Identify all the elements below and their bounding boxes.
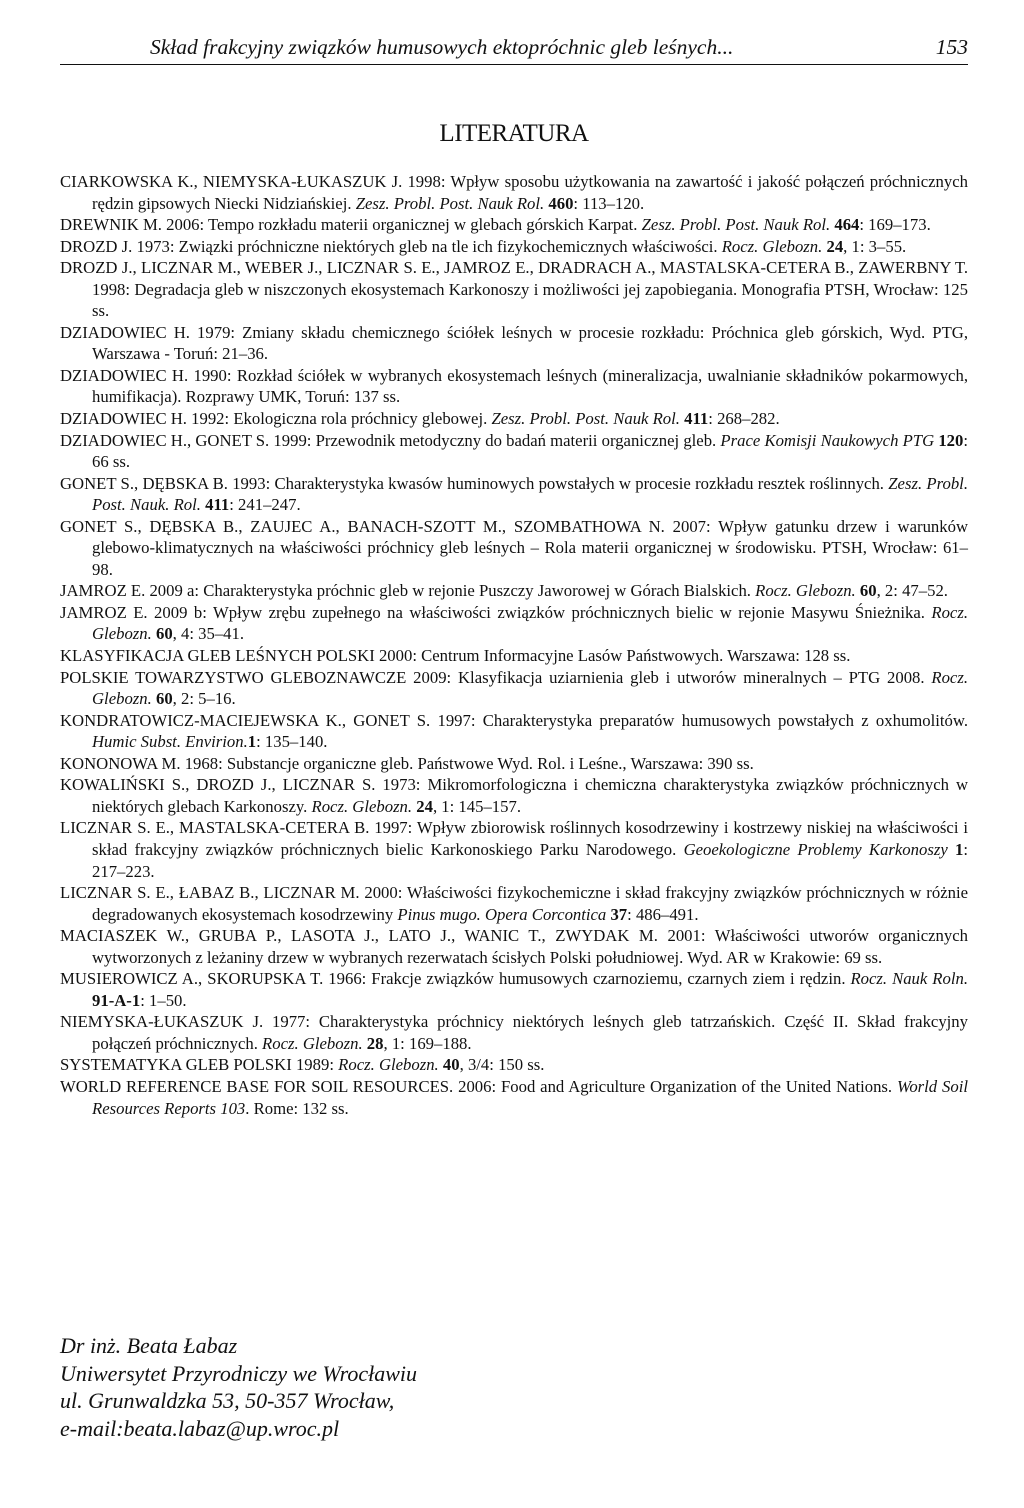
- reference-text: 1: [247, 732, 257, 752]
- reference-text: Rocz. Nauk Roln.: [850, 969, 968, 989]
- reference-text: 60: [155, 689, 173, 709]
- reference-entry: [60, 322, 968, 365]
- author-name: Dr inż. Beata Łabaz: [60, 1333, 238, 1358]
- reference-text: Prace Komisji Naukowych PTG: [720, 430, 935, 450]
- author-email: e-mail:beata.labaz@up.wroc.pl: [60, 1415, 340, 1441]
- reference-text: Rocz. Glebozn.: [92, 602, 968, 644]
- reference-text: 91-A-1: [92, 990, 141, 1010]
- reference-text: 120: [938, 430, 964, 450]
- reference-text: , 2: 5–16.: [172, 689, 236, 709]
- reference-text: Rocz. Glebozn.: [755, 581, 856, 601]
- reference-text: 24: [416, 796, 433, 816]
- reference-text: JAMROZ E. 2009 a: Charakterystyka próchnic gleb w rejonie Puszczy Jaworowej w Górach Bialskich.: [60, 581, 756, 601]
- reference-entry: [60, 473, 968, 516]
- reference-text: DZIADOWIEC H. 1992: Ekologiczna rola próchnicy glebowej.: [60, 409, 492, 429]
- reference-text: NIEMYSKA-ŁUKASZUK J. 1977: Charakterystyka próchnicy niektórych leśnych gleb tatrzańskich. Część II. Skład frakcyjny połączeń próchnicznych.: [60, 1012, 968, 1053]
- reference-text: , 4: 35–41.: [172, 624, 245, 644]
- reference-entry: [60, 580, 968, 602]
- reference-text: 411: [684, 409, 709, 429]
- reference-text: SYSTEMATYKA GLEB POLSKI 1989:: [60, 1055, 339, 1075]
- reference-entry: [60, 645, 968, 667]
- reference-text: 40: [442, 1055, 460, 1075]
- reference-text: Geoekologiczne Problemy Karkonoszy: [683, 839, 948, 859]
- reference-entry: [60, 925, 968, 968]
- reference-text: , 1: 145–157.: [432, 796, 522, 816]
- reference-text: 28: [366, 1033, 384, 1053]
- reference-text: 60: [155, 624, 173, 644]
- reference-text: DREWNIK M. 2006: Tempo rozkładu materii organicznej w glebach górskich Karpat.: [60, 215, 642, 235]
- reference-text: : 268–282.: [708, 409, 780, 429]
- reference-list: [60, 171, 968, 1119]
- author-signature-block: [60, 1332, 968, 1442]
- reference-text: Zesz. Probl. Post. Nauk Rol.: [641, 215, 831, 235]
- reference-text: 37: [610, 904, 628, 924]
- reference-text: , 1: 3–55.: [843, 236, 907, 256]
- reference-entry: [60, 710, 968, 753]
- reference-text: . Rome: 132 ss.: [245, 1098, 349, 1118]
- reference-text: : 66 ss.: [92, 430, 968, 472]
- reference-text: : 1–50.: [140, 990, 187, 1010]
- section-title: LITERATURA: [439, 120, 589, 147]
- reference-text: Rocz. Glebozn.: [338, 1055, 439, 1075]
- reference-text: Rocz. Glebozn.: [311, 796, 413, 816]
- reference-text: : 241–247.: [229, 495, 301, 515]
- reference-entry: [60, 257, 968, 322]
- reference-text: 1: [955, 839, 964, 859]
- reference-text: World Soil Resources Reports 103: [92, 1076, 968, 1118]
- reference-text: GONET S., DĘBSKA B., ZAUJEC A., BANACH-SZOTT M., SZOMBATHOWA N. 2007: Wpływ gatunku drzew i warunków glebowo-klimatycznych na właściwości próchnicy gleb leśnych – Rola materii organicznej w środowisku. PTSH, Wrocław: 61–98.: [60, 516, 968, 579]
- reference-text: Rocz. Glebozn.: [262, 1033, 363, 1053]
- reference-text: 464: [834, 215, 860, 235]
- reference-text: Rocz. Glebozn.: [721, 236, 823, 256]
- reference-entry: [60, 236, 968, 258]
- reference-entry: [60, 1054, 968, 1076]
- reference-entry: [60, 171, 968, 214]
- reference-text: : 169–173.: [859, 215, 931, 235]
- reference-text: Zesz. Probl. Post. Nauk Rol.: [491, 409, 680, 429]
- reference-entry: [60, 516, 968, 581]
- reference-text: POLSKIE TOWARZYSTWO GLEBOZNAWCZE 2009: Klasyfikacja uziarnienia gleb i utworów mineralnych – PTG 2008.: [60, 667, 932, 687]
- reference-text: , 1: 169–188.: [383, 1033, 472, 1053]
- reference-entry: [60, 408, 968, 430]
- reference-text: CIARKOWSKA K., NIEMYSKA-ŁUKASZUK J. 1998: Wpływ sposobu użytkowania na zawartość i jakość połączeń próchnicznych rędzin gipsowych Niecki Nidziańskiej.: [60, 172, 968, 213]
- reference-entry: [60, 968, 968, 1011]
- reference-text: Pinus mugo. Opera Corcontica: [397, 904, 607, 924]
- reference-text: KLASYFIKACJA GLEB LEŚNYCH POLSKI 2000: Centrum Informacyjne Lasów Państwowych. Warszawa: 128 ss.: [60, 646, 851, 666]
- running-title: Skład frakcyjny związków humusowych ektopróchnic gleb leśnych...: [150, 35, 734, 59]
- reference-entry: [60, 602, 968, 645]
- reference-text: : 217–223.: [92, 839, 969, 881]
- reference-text: DZIADOWIEC H., GONET S. 1999: Przewodnik metodyczny do badań materii organicznej gleb.: [60, 430, 721, 450]
- reference-text: DZIADOWIEC H. 1979: Zmiany składu chemicznego ściółek leśnych w procesie rozkładu: Próchnica gleb górskich, Wyd. PTG, Warszawa - Toruń: 21–36.: [60, 322, 968, 364]
- reference-entry: [60, 430, 968, 473]
- reference-text: , 3/4: 150 ss.: [459, 1055, 545, 1075]
- reference-text: 460: [548, 193, 574, 213]
- reference-text: MUSIEROWICZ A., SKORUPSKA T. 1966: Frakcje związków humusowych czarnoziemu, czarnych ziem i rędzin.: [60, 969, 851, 989]
- reference-text: Humic Subst. Envirion.: [92, 732, 248, 752]
- document-page: [60, 0, 968, 1508]
- reference-entry: [60, 753, 968, 775]
- reference-entry: [60, 214, 968, 236]
- reference-entry: [60, 667, 968, 710]
- reference-entry: [60, 817, 968, 882]
- author-address: ul. Grunwaldzka 53, 50-357 Wrocław,: [60, 1388, 395, 1413]
- reference-text: KONONOWA M. 1968: Substancje organiczne gleb. Państwowe Wyd. Rol. i Leśne., Warszawa: 390 ss.: [60, 753, 754, 773]
- reference-text: DROZD J. 1973: Związki próchniczne niektórych gleb na tle ich fizykochemicznych właściwości.: [60, 236, 722, 256]
- reference-text: Rocz. Glebozn.: [92, 667, 968, 709]
- reference-text: DROZD J., LICZNAR M., WEBER J., LICZNAR S. E., JAMROZ E., DRADRACH A., MASTALSKA-CETERA B., ZAWERBNY T. 1998: Degradacja gleb w niszczonych ekosystemach Karkonoszy i możliwości jej zapobiegania. Monografia PTSH, Wrocław: 125 ss.: [60, 258, 968, 321]
- page-number: 153: [935, 35, 968, 59]
- reference-entry: [60, 774, 968, 817]
- reference-text: KOWALIŃSKI S., DROZD J., LICZNAR S. 1973: Mikromorfologiczna i chemiczna charakterystyka związków próchnicznych w niektórych glebach Karkonoszy.: [60, 775, 968, 816]
- reference-entry: [60, 882, 968, 925]
- author-institution: Uniwersytet Przyrodniczy we Wrocławiu: [60, 1360, 418, 1386]
- reference-text: WORLD REFERENCE BASE FOR SOIL RESOURCES. 2006: Food and Agriculture Organization of the United Nations.: [60, 1076, 897, 1096]
- reference-text: Zesz. Probl. Post. Nauk. Rol.: [92, 473, 968, 515]
- reference-text: 411: [205, 495, 230, 515]
- reference-text: MACIASZEK W., GRUBA P., LASOTA J., LATO J., WANIC T., ZWYDAK M. 2001: Właściwości utworów organicznych wytworzonych z leżaniny drzew w wybranych rezerwatach ścisłych Polski południowej. Wyd. AR w Krakowie: 69 ss.: [60, 926, 968, 967]
- reference-text: 60: [859, 581, 877, 601]
- reference-text: : 113–120.: [573, 193, 645, 213]
- reference-text: JAMROZ E. 2009 b: Wpływ zrębu zupełnego na właściwości związków próchnicznych bielic w rejonie Masywu Śnieżnika.: [60, 602, 932, 622]
- reference-entry: [60, 1076, 968, 1119]
- running-header: [60, 30, 968, 65]
- reference-text: : 486–491.: [627, 904, 699, 924]
- reference-text: DZIADOWIEC H. 1990: Rozkład ściółek w wybranych ekosystemach leśnych (mineralizacja, uwalnianie składników pokarmowych, humifikacja). Rozprawy UMK, Toruń: 137 ss.: [60, 365, 968, 407]
- reference-entry: [60, 1011, 968, 1054]
- reference-text: KONDRATOWICZ-MACIEJEWSKA K., GONET S. 1997: Charakterystyka preparatów humusowych powstałych z oxhumolitów.: [60, 710, 968, 730]
- reference-text: Zesz. Probl. Post. Nauk Rol.: [355, 193, 545, 213]
- reference-text: [948, 840, 955, 859]
- reference-text: LICZNAR S. E., MASTALSKA-CETERA B. 1997: Wpływ zbiorowisk roślinnych kosodrzewiny i kostrzewy niskiej na właściwości i skład frakcyjny związków próchnicznych bielic Karkonoskiego Parku Narodowego.: [60, 818, 968, 859]
- reference-entry: [60, 365, 968, 408]
- reference-text: , 2: 47–52.: [876, 581, 948, 601]
- reference-text: 24: [826, 236, 844, 256]
- reference-text: LICZNAR S. E., ŁABAZ B., LICZNAR M. 2000: Właściwości fizykochemiczne i skład frakcyjny związków próchnicznych w różnie degradowanych ekosystemach kosodrzewiny: [60, 883, 968, 924]
- reference-text: GONET S., DĘBSKA B. 1993: Charakterystyka kwasów huminowych powstałych w procesie rozkładu resztek roślinnych.: [60, 473, 889, 493]
- reference-text: : 135–140.: [256, 732, 328, 752]
